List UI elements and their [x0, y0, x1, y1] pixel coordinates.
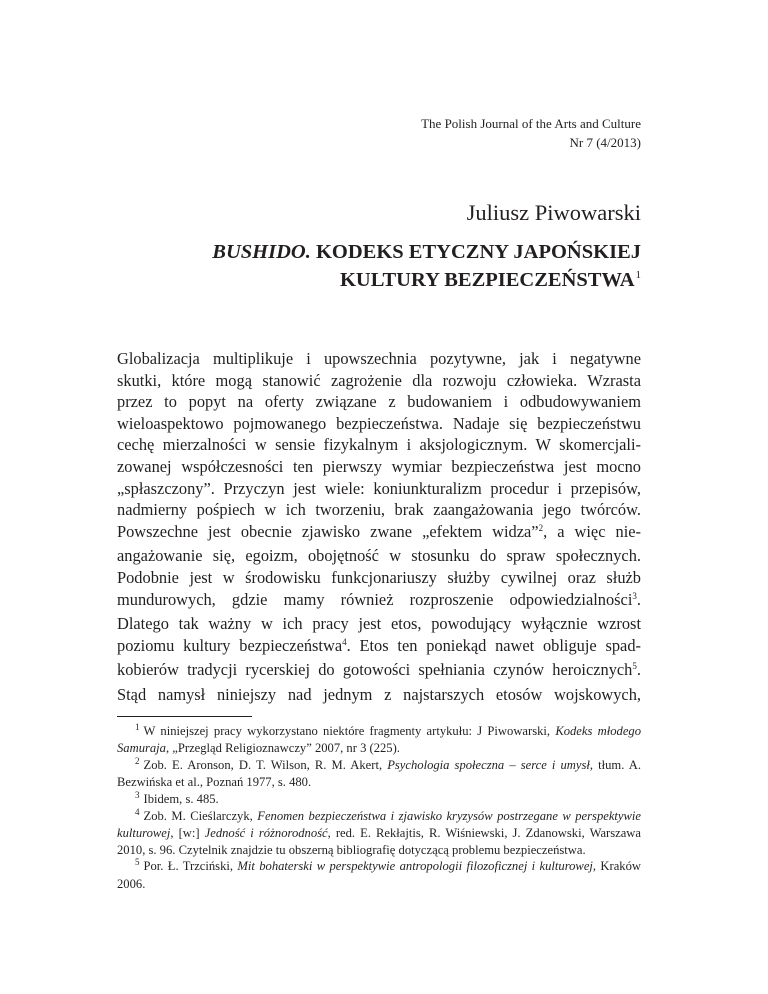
footnote-text: , Kraków 2006. [117, 859, 641, 891]
footnote-ref: 5 [632, 661, 637, 672]
body-line [117, 659, 641, 684]
footnote-number: 2 [135, 755, 140, 766]
footnote-text: , red. E. Rekłajtis, R. Wiśniewski, J. Zdanowski, Warszawa 2010, s. 96. Czytelnik znajdzie tu obszerną bibliografię dotyczącą problemu bezpieczeństwa. [117, 826, 641, 857]
footnote-text: Zob. M. Cieślarczyk, [143, 809, 258, 824]
body-line: zowanej współczesności ten pierwszy wymiar bezpieczeństwa jest mocno [117, 456, 641, 476]
journal-name: The Polish Journal of the Arts and Culture [421, 116, 641, 131]
body-line-text: kobierów tradycji rycerskiej do gotowości spełniania czynów heroicznych [117, 660, 633, 680]
title-line-1-rest: KODEKS ETYCZNY JAPOŃSKIEJ [310, 241, 641, 263]
body-line-tail: . Etos ten poniekąd nawet obliguje spad- [346, 635, 641, 655]
footnote-text: Por. Ł. Trzciński, [143, 859, 238, 874]
body-line: Stąd namysł niniejszy nad jednym z najstarszych etosów wojskowych, [117, 684, 641, 704]
body-line [117, 635, 641, 660]
footnote-italic: Fenomen bezpieczeństwa i zjawisko kryzysów postrzegane w perspektywie kulturowej [117, 809, 641, 841]
journal-header [421, 114, 641, 152]
footnote-number: 3 [135, 789, 140, 800]
article-title [121, 238, 641, 297]
footnote-5 [117, 858, 641, 892]
footnote-text: W niniejszej pracy wykorzystano niektóre fragmenty artykułu: J Piwowarski, [143, 724, 556, 738]
body-line: Podobnie jest w środowisku funkcjonariuszy służby cywilnej oraz służb [117, 567, 641, 587]
body-line-text: Powszechne jest obecnie zjawisko zwane „efektem widza” [117, 521, 539, 541]
title-line-2-text: KULTURY BEZPIECZEŃSTWA [339, 269, 635, 291]
title-italic: BUSHIDO. [212, 241, 311, 263]
body-line: cechę mierzalności w sensie fizykalnym i aksjologicznym. W skomercjali- [117, 435, 641, 455]
body-line: Dlatego tak ważny w ich pracy jest etos, powodujący wyłącznie wzrost [117, 614, 641, 634]
body-line: przez to popyt na oferty związane z budowaniem i odbudowywaniem [117, 392, 641, 412]
body-line: nadmierny pośpiech w ich tworzeniu, brak zaangażowania jego twórców. [117, 500, 641, 520]
footnote-number: 1 [135, 722, 140, 732]
footnote-italic: Jedność i różnorodność [204, 826, 328, 841]
body-line-text: poziomu kultury bezpieczeństwa [117, 635, 343, 655]
footnote-italic: Psychologia społeczna – serce i umysł [387, 757, 590, 772]
body-line-tail: . [636, 589, 641, 609]
footnotes [117, 723, 641, 892]
footnote-italic: Kodeks młodego Samuraja [117, 724, 642, 756]
footnote-number: 5 [135, 857, 140, 868]
body-line [117, 521, 641, 546]
body-line: wieloaspektowo pojmowanego bezpieczeństwa. Nadaje się bezpieczeństwu [117, 413, 641, 433]
body-line: Globalizacja multiplikuje i upowszechnia pozytywne, jak i negatywne [117, 349, 641, 368]
title-line-1 [121, 238, 641, 266]
title-footnote-ref: 1 [635, 269, 641, 281]
footnote-italic: Mit bohaterski w perspektywie antropologii filozoficznej i kulturowej [237, 859, 593, 874]
footnote-ref: 4 [342, 636, 347, 647]
footnote-text: , [w:] [170, 826, 205, 841]
footnote-3 [117, 791, 641, 808]
footnote-text: Ibidem, s. 485. [143, 791, 219, 806]
body-line: skutki, które mogą stanowić zagrożenie dla rozwoju człowieka. Wzrasta [117, 370, 641, 390]
footnote-1 [117, 723, 641, 757]
footnote-4 [117, 808, 641, 858]
body-line-tail: . [636, 660, 641, 680]
footnote-text: Zob. E. Aronson, D. T. Wilson, R. M. Akert, [143, 757, 388, 772]
footnote-divider [117, 716, 252, 717]
footnote-text: , tłum. A. Bezwińska et al., Poznań 1977, s. 480. [117, 757, 642, 790]
journal-issue: Nr 7 (4/2013) [569, 135, 641, 150]
footnote-text: , „Przegląd Religioznawczy” 2007, nr 3 (225). [165, 741, 400, 756]
body-line: angażowanie się, egoizm, obojętność w stosunku do spraw społecznych. [117, 546, 641, 566]
footnote-2 [117, 757, 641, 791]
footnote-ref: 3 [632, 590, 637, 601]
body-line-tail: , a więc nie- [543, 521, 641, 541]
body-line [117, 589, 641, 614]
body-text [117, 348, 641, 706]
author-name: Juliusz Piwowarski [466, 200, 641, 225]
footnote-ref: 2 [538, 522, 544, 533]
body-line-text: mundurowych, gdzie mamy również rozproszenie odpowiedzialności [117, 589, 633, 609]
body-line: „spłaszczony”. Przyczyn jest wiele: koniunkturalizm procedur i przepisów, [117, 478, 641, 498]
title-line-2 [121, 266, 641, 297]
footnote-number: 4 [135, 807, 140, 818]
